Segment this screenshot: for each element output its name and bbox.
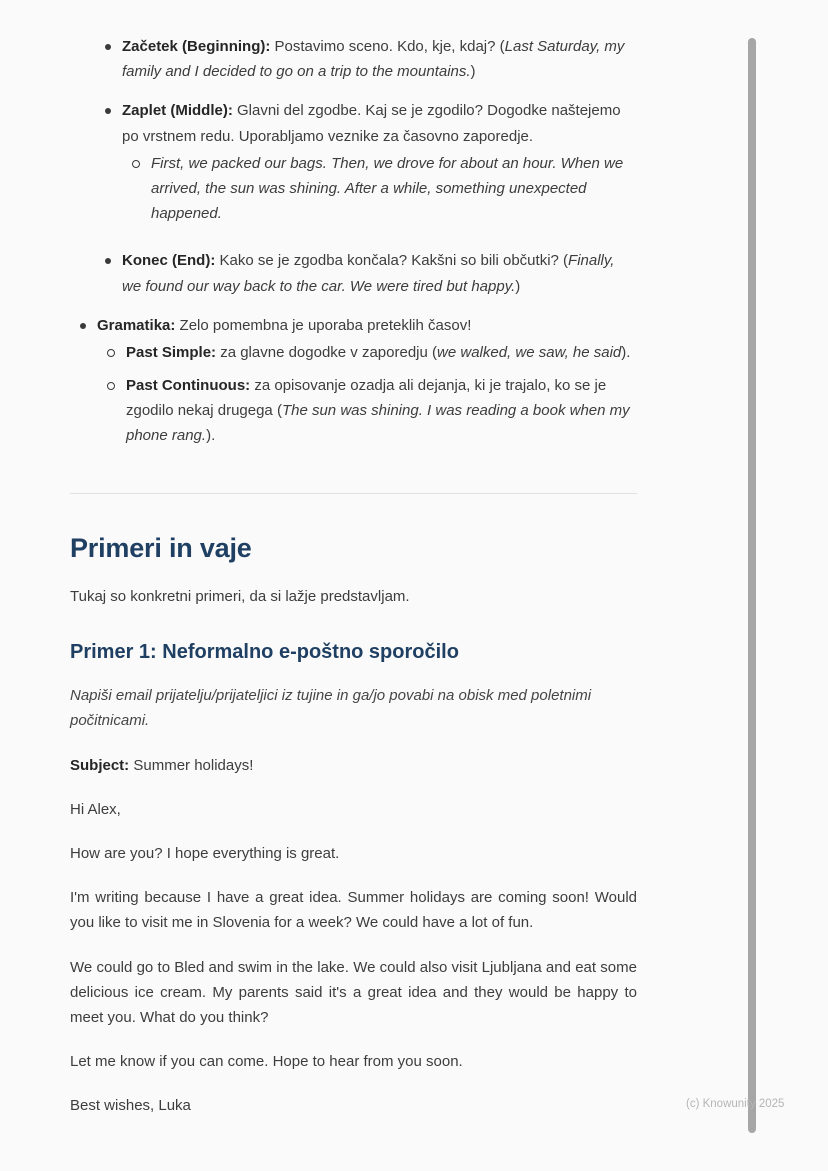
- email-paragraph-3: We could go to Bled and swim in the lake. We could also visit Ljubljana and eat some delicious ice cream. My parents said it's a great idea and they would be happy to meet you. What do you think?: [70, 958, 637, 1026]
- item-label: Začetek (Beginning):: [122, 38, 271, 55]
- bullet-circle-icon: [132, 160, 140, 168]
- list-item-body: [122, 248, 637, 298]
- section-divider: [70, 493, 637, 494]
- item-example-italic: Last Saturday, my family and I decided to go on a trip to the mountains.: [122, 38, 625, 81]
- document-content: [70, 34, 637, 1137]
- copyright-note: (c) Knowunity 2025: [686, 1098, 785, 1110]
- item-text: za opisovanje ozadja ali dejanja, ki je trajalo, ko se je zgodilo nekaj drugega (: [126, 377, 607, 420]
- section-heading: Primeri in vaje: [70, 532, 252, 563]
- subject-label: Subject:: [70, 756, 130, 774]
- item-text: Glavni del zgodbe. Kaj se je zgodilo? Dogodke naštejemo po vrstnem redu. Uporabljamo veznike za časovno zaporedje.: [122, 102, 621, 145]
- item-close: ): [515, 277, 521, 295]
- list-item-past-simple: [107, 340, 637, 365]
- list-item-past-continuous: [107, 373, 637, 449]
- scrollbar-thumb[interactable]: [748, 38, 756, 1133]
- list-item-body: [122, 34, 637, 84]
- item-label: Past Simple:: [126, 343, 217, 361]
- list-item-zaplet: [105, 98, 637, 234]
- item-label: Past Continuous:: [126, 377, 251, 395]
- item-text: Postavimo sceno. Kdo, kje, kdaj? (: [270, 38, 505, 55]
- bullet-disc-icon: [105, 258, 111, 264]
- item-label: Konec (End):: [122, 252, 216, 270]
- item-label: Zaplet (Middle):: [122, 102, 233, 120]
- task-description: Napiši email prijatelju/prijateljici iz tujine in ga/jo povabi na obisk med poletnimi počitnicami.: [70, 687, 592, 730]
- item-close: ).: [621, 343, 631, 361]
- story-structure-list: [105, 34, 637, 299]
- list-item-gramatika: [80, 313, 637, 457]
- item-text: Zelo pomembna je uporaba preteklih časov!: [175, 316, 472, 334]
- list-item-body: [126, 373, 637, 449]
- email-subject-line: [70, 753, 637, 778]
- item-example-italic: we walked, we saw, he said: [437, 343, 622, 361]
- list-item-zaplet-example: [132, 151, 637, 227]
- bullet-circle-icon: [107, 349, 115, 357]
- item-label: Gramatika:: [97, 316, 176, 334]
- grammar-list: [80, 313, 637, 457]
- item-example-italic: The sun was shining. I was reading a book when my phone rang.: [126, 402, 630, 445]
- list-item-zacetek: [105, 34, 637, 84]
- bullet-disc-icon: [105, 44, 111, 50]
- email-paragraph-1: How are you? I hope everything is great.: [70, 844, 340, 862]
- email-greeting: Hi Alex,: [70, 800, 121, 818]
- bullet-circle-icon: [107, 382, 115, 390]
- item-example-italic: Finally, we found our way back to the car. We were tired but happy.: [122, 252, 615, 295]
- item-text: za glavne dogodke v zaporedju (: [216, 343, 438, 361]
- list-item-body: [126, 340, 637, 365]
- email-signature: Best wishes, Luka: [70, 1097, 191, 1115]
- zaplet-sublist: [132, 151, 637, 227]
- item-text: Kako se je zgodba končala? Kakšni so bili občutki? (: [215, 252, 569, 270]
- intro-paragraph: Tukaj so konkretni primeri, da si lažje predstavljam.: [70, 588, 410, 606]
- item-close: ): [470, 63, 476, 81]
- list-item-body: [97, 313, 637, 457]
- grammar-sublist: [107, 340, 637, 449]
- bullet-disc-icon: [105, 108, 111, 114]
- list-item-konec: [105, 248, 637, 298]
- subject-text: Summer holidays!: [129, 756, 254, 774]
- email-paragraph-4: Let me know if you can come. Hope to hear from you soon.: [70, 1053, 463, 1071]
- email-paragraph-2: I'm writing because I have a great idea. Summer holidays are coming soon! Would you like to visit me in Slovenia for a week? We could have a lot of fun.: [70, 889, 637, 932]
- item-close: ).: [206, 427, 216, 445]
- list-item-body: [151, 151, 637, 227]
- item-example-italic: First, we packed our bags. Then, we drove for about an hour. When we arrived, the sun was shining. After a while, something unexpected happened.: [151, 154, 624, 223]
- list-item-body: [122, 98, 637, 234]
- example-heading: Primer 1: Neformalno e-poštno sporočilo: [70, 641, 459, 664]
- bullet-disc-icon: [80, 323, 86, 329]
